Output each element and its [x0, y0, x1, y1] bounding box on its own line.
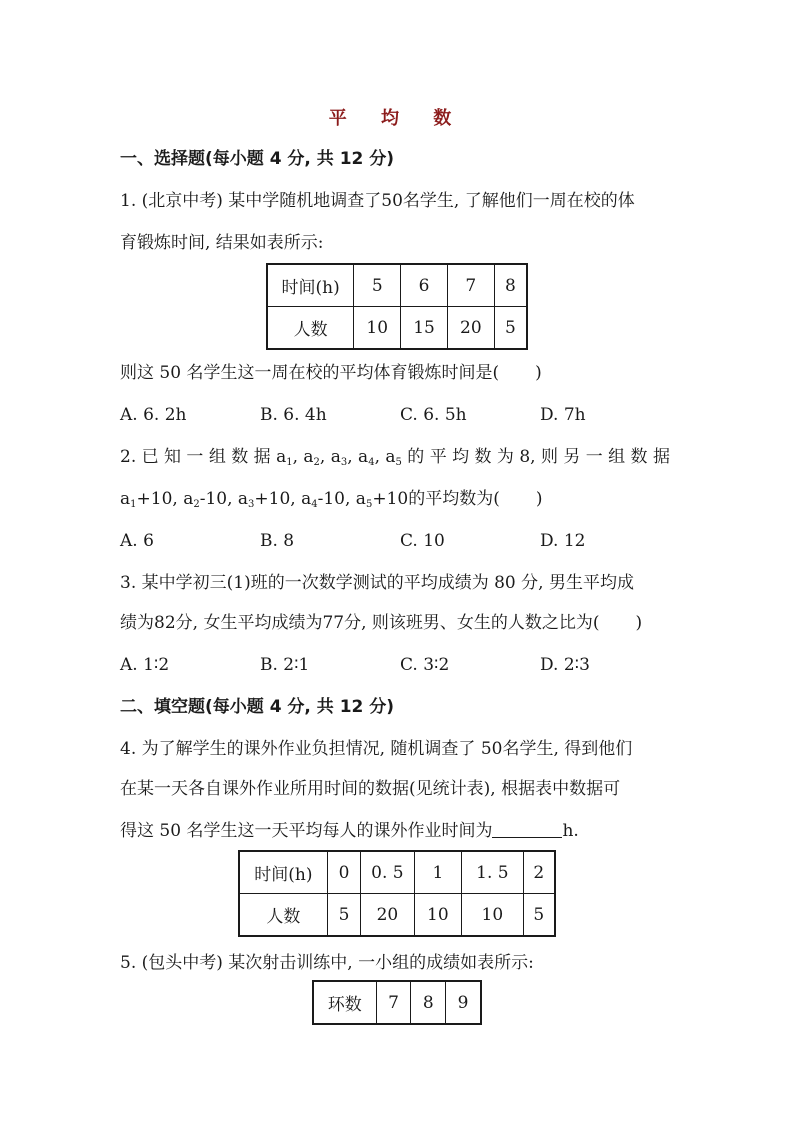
q1-stem [120, 362, 680, 384]
q3-option-d: D. 2∶3 [540, 655, 590, 675]
table-row [239, 851, 555, 894]
q3-line2-text: 绩为82分, 女生平均成绩为77分, 则该班男、女生的人数之比为( [120, 613, 600, 633]
table-cell: 2 [523, 851, 555, 894]
q3-line2 [120, 612, 680, 634]
q2-option-b: B. 8 [260, 531, 295, 551]
table-row [313, 981, 481, 1024]
answer-blank[interactable] [492, 821, 562, 838]
q2-line2 [120, 488, 680, 516]
table-row [239, 894, 555, 937]
table-cell: 20 [361, 894, 415, 937]
q2-seq1: $a_1$, $a_2$, $a_3$, $a_4$, $a_5$ [276, 447, 402, 468]
page-title: 平 均 数 [328, 108, 466, 129]
q3-line1: 3. 某中学初三(1)班的一次数学测试的平均成绩为 80 分, 男生平均成 [120, 573, 634, 593]
q3-option-a: A. 1∶2 [120, 655, 170, 675]
table-cell: 8 [411, 981, 446, 1024]
q3-option-b: B. 2∶1 [260, 655, 310, 675]
table-cell: 0 [327, 851, 360, 894]
table-cell: 1 [414, 851, 461, 894]
q3-close-paren: ) [635, 613, 643, 633]
q3-option-c: C. 3∶2 [400, 655, 450, 675]
table-cell: 15 [401, 307, 448, 350]
q1-option-d: D. 7h [540, 405, 586, 425]
q2-line1-post: 的 平 均 数 为 8, 则 另 一 组 数 据 [407, 447, 670, 467]
table-cell: 10 [414, 894, 461, 937]
q2-option-a: A. 6 [120, 531, 154, 551]
section-heading-choice: 一、选择题(每小题 4 分, 共 12 分) [120, 149, 395, 169]
table-cell: 人数 [239, 894, 327, 937]
table-cell: 10 [354, 307, 401, 350]
q4-table [238, 850, 556, 937]
q5-line1: 5. (包头中考) 某次射击训练中, 一小组的成绩如表所示: [120, 953, 534, 973]
table-cell: 时间(h) [267, 264, 354, 307]
table-cell: 10 [462, 894, 524, 937]
q2-line1-pre: 2. 已 知 一 组 数 据 [120, 447, 271, 467]
q1-option-a: A. 6. 2h [120, 405, 187, 425]
section-heading-fill: 二、填空题(每小题 4 分, 共 12 分) [120, 697, 395, 717]
q1-line2: 育锻炼时间, 结果如表所示: [120, 233, 324, 253]
q2-line2-post: 的平均数为( [408, 489, 500, 509]
q4-unit: h. [562, 821, 579, 841]
q2-close-paren: ) [535, 489, 543, 509]
q2-line1 [120, 446, 680, 474]
table-cell: 7 [376, 981, 411, 1024]
q4-line3-text: 得这 50 名学生这一天平均每人的课外作业时间为 [120, 821, 493, 841]
q5-table [312, 980, 482, 1025]
q1-option-b: B. 6. 4h [260, 405, 327, 425]
table-cell: 环数 [313, 981, 376, 1024]
table-cell: 5 [523, 894, 555, 937]
q1-close-paren: ) [535, 363, 542, 383]
q1-line1: 1. (北京中考) 某中学随机地调查了50名学生, 了解他们一周在校的体 [120, 191, 635, 211]
table-cell: 1. 5 [462, 851, 524, 894]
table-row [267, 307, 527, 350]
table-cell: 0. 5 [361, 851, 415, 894]
table-cell: 8 [494, 264, 527, 307]
q2-option-c: C. 10 [400, 531, 445, 551]
q2-seq2: $a_1+10$, $a_2-10$, $a_3+10$, $a_4-10$, $a_5+10$ [120, 489, 409, 510]
q4-line1: 4. 为了解学生的课外作业负担情况, 随机调查了 50名学生, 得到他们 [120, 739, 633, 759]
table-cell: 5 [327, 894, 360, 937]
q1-table [266, 263, 528, 350]
table-row [267, 264, 527, 307]
table-cell: 7 [447, 264, 494, 307]
table-cell: 时间(h) [239, 851, 327, 894]
q2-option-d: D. 12 [540, 531, 586, 551]
table-cell: 5 [354, 264, 401, 307]
table-cell: 20 [447, 307, 494, 350]
table-cell: 人数 [267, 307, 354, 350]
q1-option-c: C. 6. 5h [400, 405, 467, 425]
table-cell: 6 [401, 264, 448, 307]
table-cell: 5 [494, 307, 527, 350]
q1-stem-text: 则这 50 名学生这一周在校的平均体育锻炼时间是( [120, 363, 500, 383]
q4-line2: 在某一天各自课外作业所用时间的数据(见统计表), 根据表中数据可 [120, 779, 621, 799]
table-cell: 9 [446, 981, 481, 1024]
q4-line3 [120, 820, 680, 842]
